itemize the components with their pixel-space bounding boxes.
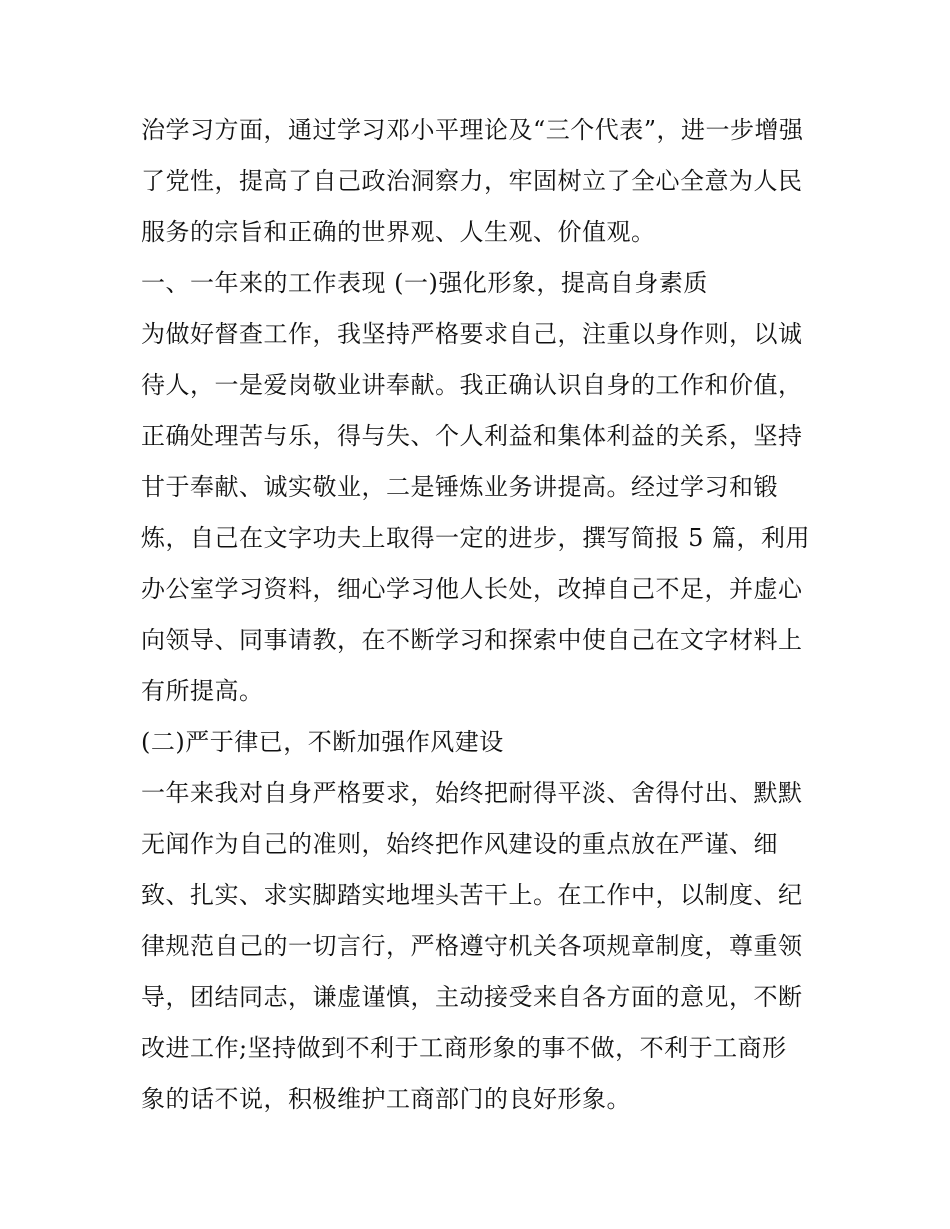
text-line: 为做好督查工作，我坚持严格要求自己，注重以身作则，以诚	[141, 320, 803, 348]
text-line: 致、扎实、求实脚踏实地埋头苦干上。在工作中，以制度、纪	[141, 881, 803, 909]
section-heading: (二)严于律已，不断加强作风建设	[141, 728, 504, 756]
section-heading: 一、一年来的工作表现 (一)强化形象，提高自身素质	[141, 269, 708, 297]
text-line: 治学习方面，通过学习邓小平理论及“三个代表”，进一步增强	[141, 116, 804, 144]
text-line: 向领导、同事请教，在不断学习和探索中使自己在文字材料上	[141, 626, 803, 654]
text-line: 改进工作;坚持做到不利于工商形象的事不做，不利于工商形	[141, 1034, 787, 1062]
text-line: 待人，一是爱岗敬业讲奉献。我正确认识自身的工作和价值，	[141, 371, 803, 399]
text-line: 炼，自己在文字功夫上取得一定的进步，撰写简报 5 篇，利用	[141, 524, 811, 552]
text-line: 导，团结同志，谦虚谨慎，主动接受来自各方面的意见，不断	[141, 983, 803, 1011]
text-line: 甘于奉献、诚实敬业，二是锤炼业务讲提高。经过学习和锻	[141, 473, 778, 501]
text-line: 办公室学习资料，细心学习他人长处，改掉自己不足，并虚心	[141, 575, 803, 603]
text-line: 有所提高。	[141, 677, 264, 705]
text-line: 律规范自己的一切言行，严格遵守机关各项规章制度，尊重领	[141, 932, 803, 960]
text-line: 正确处理苦与乐，得与失、个人利益和集体利益的关系，坚持	[141, 422, 803, 450]
text-line: 一年来我对自身严格要求，始终把耐得平淡、舍得付出、默默	[141, 779, 803, 807]
text-line: 服务的宗旨和正确的世界观、人生观、价值观。	[141, 218, 656, 246]
text-line: 象的话不说，积极维护工商部门的良好形象。	[141, 1085, 631, 1113]
text-line: 无闻作为自己的准则，始终把作风建设的重点放在严谨、细	[141, 830, 778, 858]
document-body	[141, 110, 821, 1130]
text-line: 了党性，提高了自己政治洞察力，牢固树立了全心全意为人民	[141, 167, 803, 195]
